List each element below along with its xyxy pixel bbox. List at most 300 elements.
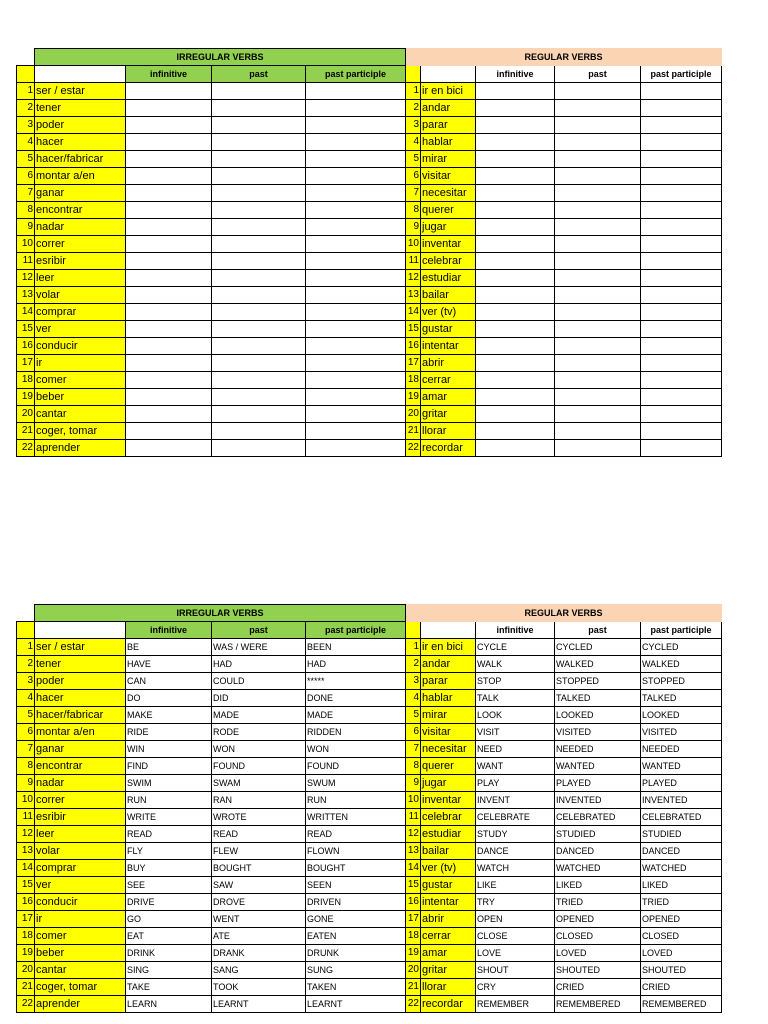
irregular-row-number: 5 (17, 707, 35, 724)
table-row (17, 894, 722, 911)
table-row (17, 996, 722, 1013)
regular-past: VISITED (555, 724, 641, 741)
irregular-spanish-verb: leer (35, 270, 126, 287)
regular-infinitive (476, 338, 555, 355)
irregular-past-participle: DRUNK (306, 945, 406, 962)
regular-past (555, 389, 641, 406)
regular-spanish-verb: parar (421, 117, 476, 134)
table-row (17, 185, 722, 202)
regular-row-number: 3 (406, 673, 421, 690)
regular-infinitive (476, 372, 555, 389)
irregular-past (212, 321, 306, 338)
regular-past-participle: CYCLED (641, 639, 722, 656)
header-spanish-blank (35, 66, 126, 83)
irregular-spanish-verb: encontrar (35, 758, 126, 775)
regular-past: LOOKED (555, 707, 641, 724)
regular-past-participle (641, 423, 722, 440)
regular-past (555, 423, 641, 440)
regular-infinitive (476, 270, 555, 287)
regular-row-number: 22 (406, 440, 421, 457)
irregular-infinitive (126, 372, 212, 389)
regular-infinitive (476, 406, 555, 423)
regular-past (555, 100, 641, 117)
regular-infinitive: CRY (476, 979, 555, 996)
regular-row-number: 20 (406, 962, 421, 979)
irregular-past (212, 168, 306, 185)
blank-verb-table (16, 48, 722, 457)
regular-row-number: 22 (406, 996, 421, 1013)
irregular-spanish-verb: hacer/fabricar (35, 707, 126, 724)
irregular-past (212, 236, 306, 253)
irregular-row-number: 12 (17, 270, 35, 287)
irregular-spanish-verb: ser / estar (35, 639, 126, 656)
irregular-spanish-verb: hacer/fabricar (35, 151, 126, 168)
irregular-past-participle (306, 440, 406, 457)
regular-past-participle: SHOUTED (641, 962, 722, 979)
regular-past: LIKED (555, 877, 641, 894)
irregular-infinitive (126, 134, 212, 151)
regular-past (555, 338, 641, 355)
irregular-row-number: 18 (17, 928, 35, 945)
irregular-infinitive (126, 355, 212, 372)
irregular-row-number: 16 (17, 338, 35, 355)
irregular-past-participle (306, 389, 406, 406)
regular-infinitive (476, 117, 555, 134)
irregular-row-number: 4 (17, 134, 35, 151)
regular-past (555, 83, 641, 100)
irregular-past (212, 134, 306, 151)
irregular-past (212, 202, 306, 219)
regular-row-number: 9 (406, 775, 421, 792)
irregular-row-number: 20 (17, 406, 35, 423)
regular-row-number: 15 (406, 321, 421, 338)
regular-past-participle (641, 100, 722, 117)
irregular-past-participle (306, 406, 406, 423)
irregular-past-participle (306, 304, 406, 321)
irregular-infinitive: WRITE (126, 809, 212, 826)
regular-row-number: 19 (406, 945, 421, 962)
irregular-row-number: 20 (17, 962, 35, 979)
irregular-row-number: 13 (17, 287, 35, 304)
regular-spanish-verb: ir en bici (421, 639, 476, 656)
corner-blank (17, 49, 35, 66)
regular-row-number: 4 (406, 134, 421, 151)
regular-infinitive: TALK (476, 690, 555, 707)
irregular-past-participle: RUN (306, 792, 406, 809)
irregular-infinitive (126, 236, 212, 253)
irregular-infinitive (126, 219, 212, 236)
irregular-infinitive: SING (126, 962, 212, 979)
table-row (17, 168, 722, 185)
irregular-spanish-verb: comer (35, 372, 126, 389)
regular-infinitive: CELEBRATE (476, 809, 555, 826)
regular-row-number: 8 (406, 202, 421, 219)
regular-header-infinitive: infinitive (476, 622, 555, 639)
irregular-past: SWAM (212, 775, 306, 792)
table-row (17, 775, 722, 792)
irregular-spanish-verb: cantar (35, 406, 126, 423)
irregular-past: SAW (212, 877, 306, 894)
irregular-row-number: 12 (17, 826, 35, 843)
irregular-spanish-verb: beber (35, 389, 126, 406)
irregular-row-number: 6 (17, 724, 35, 741)
irregular-infinitive: LEARN (126, 996, 212, 1013)
irregular-spanish-verb: volar (35, 287, 126, 304)
irregular-spanish-verb: poder (35, 117, 126, 134)
table-row (17, 928, 722, 945)
irregular-past: WAS / WERE (212, 639, 306, 656)
irregular-infinitive: CAN (126, 673, 212, 690)
regular-past (555, 219, 641, 236)
table-row (17, 406, 722, 423)
irregular-spanish-verb: conducir (35, 338, 126, 355)
regular-past-participle: STUDIED (641, 826, 722, 843)
regular-infinitive: VISIT (476, 724, 555, 741)
regular-past (555, 304, 641, 321)
irregular-past-participle (306, 168, 406, 185)
regular-spanish-verb: necesitar (421, 185, 476, 202)
irregular-past-participle: EATEN (306, 928, 406, 945)
regular-spanish-verb: intentar (421, 894, 476, 911)
irregular-infinitive: BE (126, 639, 212, 656)
regular-past: WALKED (555, 656, 641, 673)
table-row (17, 911, 722, 928)
regular-infinitive: WANT (476, 758, 555, 775)
irregular-spanish-verb: comprar (35, 304, 126, 321)
regular-past-participle (641, 134, 722, 151)
regular-infinitive: OPEN (476, 911, 555, 928)
irregular-row-number: 1 (17, 83, 35, 100)
table-row (17, 440, 722, 457)
irregular-row-number: 8 (17, 758, 35, 775)
irregular-spanish-verb: comer (35, 928, 126, 945)
irregular-past-participle (306, 423, 406, 440)
irregular-past-participle: READ (306, 826, 406, 843)
regular-row-number: 12 (406, 826, 421, 843)
regular-row-number: 11 (406, 253, 421, 270)
irregular-past: FOUND (212, 758, 306, 775)
table-row (17, 423, 722, 440)
regular-past: CELEBRATED (555, 809, 641, 826)
irregular-spanish-verb: beber (35, 945, 126, 962)
regular-past-participle (641, 253, 722, 270)
irregular-row-number: 5 (17, 151, 35, 168)
regular-row-number: 19 (406, 389, 421, 406)
regular-past (555, 253, 641, 270)
irregular-row-number: 17 (17, 911, 35, 928)
regular-spanish-verb: visitar (421, 168, 476, 185)
regular-past (555, 117, 641, 134)
irregular-infinitive: SEE (126, 877, 212, 894)
regular-row-number: 2 (406, 656, 421, 673)
table-row (17, 355, 722, 372)
irregular-past (212, 423, 306, 440)
irregular-header-past: past (212, 66, 306, 83)
irregular-row-number: 22 (17, 440, 35, 457)
irregular-infinitive: FLY (126, 843, 212, 860)
regular-row-number: 1 (406, 83, 421, 100)
regular-past-participle (641, 219, 722, 236)
regular-past-participle: LOOKED (641, 707, 722, 724)
regular-spanish-verb: llorar (421, 979, 476, 996)
irregular-spanish-verb: aprender (35, 996, 126, 1013)
irregular-infinitive: READ (126, 826, 212, 843)
table-row (17, 83, 722, 100)
irregular-past (212, 83, 306, 100)
regular-verbs-title: REGULAR VERBS (406, 605, 722, 622)
regular-past (555, 372, 641, 389)
regular-past: WANTED (555, 758, 641, 775)
regular-infinitive: WATCH (476, 860, 555, 877)
regular-spanish-verb: hablar (421, 690, 476, 707)
regular-infinitive: WALK (476, 656, 555, 673)
irregular-infinitive (126, 100, 212, 117)
irregular-past: WROTE (212, 809, 306, 826)
regular-row-number: 10 (406, 792, 421, 809)
irregular-row-number: 9 (17, 219, 35, 236)
regular-row-number: 6 (406, 724, 421, 741)
irregular-infinitive: EAT (126, 928, 212, 945)
irregular-past: BOUGHT (212, 860, 306, 877)
regular-past-participle (641, 287, 722, 304)
regular-past: INVENTED (555, 792, 641, 809)
irregular-infinitive (126, 338, 212, 355)
regular-past (555, 185, 641, 202)
irregular-header-infinitive: infinitive (126, 66, 212, 83)
irregular-past: TOOK (212, 979, 306, 996)
regular-spanish-verb: estudiar (421, 270, 476, 287)
regular-past-participle: TRIED (641, 894, 722, 911)
regular-infinitive: LOOK (476, 707, 555, 724)
table-row (17, 270, 722, 287)
regular-past (555, 236, 641, 253)
irregular-spanish-verb: correr (35, 236, 126, 253)
irregular-past (212, 440, 306, 457)
irregular-infinitive: TAKE (126, 979, 212, 996)
regular-infinitive (476, 389, 555, 406)
regular-row-number: 12 (406, 270, 421, 287)
regular-past: CRIED (555, 979, 641, 996)
regular-infinitive (476, 151, 555, 168)
irregular-past-participle: TAKEN (306, 979, 406, 996)
regular-past-participle (641, 406, 722, 423)
irregular-spanish-verb: ver (35, 877, 126, 894)
irregular-infinitive: DRIVE (126, 894, 212, 911)
irregular-spanish-verb: esribir (35, 809, 126, 826)
irregular-past (212, 270, 306, 287)
irregular-row-number: 3 (17, 117, 35, 134)
irregular-past-participle: FLOWN (306, 843, 406, 860)
irregular-past-participle (306, 83, 406, 100)
regular-past-participle (641, 372, 722, 389)
table-row (17, 321, 722, 338)
regular-past (555, 321, 641, 338)
regular-infinitive (476, 423, 555, 440)
table-row (17, 758, 722, 775)
irregular-row-number: 7 (17, 185, 35, 202)
table-row (17, 877, 722, 894)
irregular-spanish-verb: montar a/en (35, 724, 126, 741)
irregular-infinitive (126, 270, 212, 287)
regular-row-number: 16 (406, 894, 421, 911)
regular-spanish-verb: bailar (421, 287, 476, 304)
table-row (17, 656, 722, 673)
regular-past-participle (641, 236, 722, 253)
regular-past-participle: WANTED (641, 758, 722, 775)
irregular-past-participle: ***** (306, 673, 406, 690)
regular-row-number: 4 (406, 690, 421, 707)
irregular-past-participle: MADE (306, 707, 406, 724)
irregular-past-participle (306, 100, 406, 117)
irregular-row-number: 17 (17, 355, 35, 372)
irregular-past-participle: LEARNT (306, 996, 406, 1013)
irregular-spanish-verb: leer (35, 826, 126, 843)
irregular-infinitive (126, 389, 212, 406)
irregular-infinitive (126, 287, 212, 304)
regular-spanish-verb: inventar (421, 236, 476, 253)
table-row (17, 338, 722, 355)
regular-row-number: 20 (406, 406, 421, 423)
regular-spanish-verb: recordar (421, 996, 476, 1013)
regular-infinitive (476, 304, 555, 321)
regular-past: NEEDED (555, 741, 641, 758)
regular-past-participle (641, 83, 722, 100)
regular-row-number: 9 (406, 219, 421, 236)
irregular-spanish-verb: poder (35, 673, 126, 690)
irregular-past-participle: SEEN (306, 877, 406, 894)
table-row (17, 117, 722, 134)
irregular-row-number: 3 (17, 673, 35, 690)
regular-infinitive (476, 321, 555, 338)
irregular-row-number: 21 (17, 423, 35, 440)
irregular-infinitive: BUY (126, 860, 212, 877)
irregular-past: RODE (212, 724, 306, 741)
regular-infinitive: INVENT (476, 792, 555, 809)
regular-row-number: 10 (406, 236, 421, 253)
irregular-infinitive: WIN (126, 741, 212, 758)
irregular-row-number: 8 (17, 202, 35, 219)
table-row (17, 134, 722, 151)
regular-past-participle (641, 185, 722, 202)
regular-past (555, 134, 641, 151)
regular-past (555, 168, 641, 185)
table-row (17, 809, 722, 826)
regular-past-participle (641, 389, 722, 406)
table-row (17, 202, 722, 219)
regular-past: REMEMBERED (555, 996, 641, 1013)
irregular-past-participle (306, 202, 406, 219)
regular-past-participle: DANCED (641, 843, 722, 860)
regular-spanish-verb: recordar (421, 440, 476, 457)
irregular-infinitive: FIND (126, 758, 212, 775)
regular-infinitive (476, 185, 555, 202)
irregular-past-participle: BEEN (306, 639, 406, 656)
irregular-row-number: 7 (17, 741, 35, 758)
irregular-row-number: 10 (17, 236, 35, 253)
regular-spanish-verb: gustar (421, 321, 476, 338)
irregular-verbs-title: IRREGULAR VERBS (35, 605, 406, 622)
regular-row-number: 7 (406, 185, 421, 202)
irregular-row-number: 14 (17, 304, 35, 321)
irregular-spanish-verb: conducir (35, 894, 126, 911)
regular-header-past: past (555, 66, 641, 83)
irregular-spanish-verb: correr (35, 792, 126, 809)
irregular-infinitive (126, 83, 212, 100)
irregular-past (212, 219, 306, 236)
regular-infinitive (476, 168, 555, 185)
regular-infinitive: STUDY (476, 826, 555, 843)
irregular-past: HAD (212, 656, 306, 673)
header-spanish-blank (421, 622, 476, 639)
regular-past-participle (641, 270, 722, 287)
table-row (17, 843, 722, 860)
regular-infinitive (476, 355, 555, 372)
regular-spanish-verb: cerrar (421, 928, 476, 945)
header-spanish-blank (421, 66, 476, 83)
irregular-spanish-verb: ser / estar (35, 83, 126, 100)
regular-row-number: 21 (406, 979, 421, 996)
regular-spanish-verb: andar (421, 100, 476, 117)
irregular-past-participle (306, 151, 406, 168)
irregular-past-participle: FOUND (306, 758, 406, 775)
regular-past-participle (641, 168, 722, 185)
regular-infinitive: LIKE (476, 877, 555, 894)
irregular-past-participle: WRITTEN (306, 809, 406, 826)
regular-past-participle: NEEDED (641, 741, 722, 758)
regular-row-number: 14 (406, 304, 421, 321)
irregular-infinitive: GO (126, 911, 212, 928)
regular-infinitive: DANCE (476, 843, 555, 860)
irregular-past: DRANK (212, 945, 306, 962)
irregular-past (212, 253, 306, 270)
regular-infinitive: PLAY (476, 775, 555, 792)
regular-spanish-verb: ir en bici (421, 83, 476, 100)
regular-past: TRIED (555, 894, 641, 911)
irregular-past-participle (306, 338, 406, 355)
irregular-past: WON (212, 741, 306, 758)
regular-row-number: 13 (406, 843, 421, 860)
regular-row-number: 18 (406, 928, 421, 945)
irregular-past-participle (306, 219, 406, 236)
irregular-infinitive (126, 185, 212, 202)
regular-row-number: 14 (406, 860, 421, 877)
regular-spanish-verb: ver (tv) (421, 304, 476, 321)
regular-infinitive: SHOUT (476, 962, 555, 979)
header-num-blank (17, 622, 35, 639)
regular-row-number: 15 (406, 877, 421, 894)
irregular-spanish-verb: hacer (35, 134, 126, 151)
irregular-past: ATE (212, 928, 306, 945)
table-row (17, 100, 722, 117)
regular-infinitive (476, 440, 555, 457)
regular-past (555, 202, 641, 219)
table-row (17, 741, 722, 758)
regular-infinitive (476, 100, 555, 117)
regular-row-number: 11 (406, 809, 421, 826)
table-row (17, 304, 722, 321)
irregular-past-participle (306, 185, 406, 202)
irregular-past (212, 100, 306, 117)
regular-infinitive (476, 236, 555, 253)
irregular-spanish-verb: nadar (35, 775, 126, 792)
irregular-past: FLEW (212, 843, 306, 860)
irregular-past (212, 372, 306, 389)
regular-spanish-verb: gritar (421, 962, 476, 979)
irregular-past: DROVE (212, 894, 306, 911)
regular-spanish-verb: abrir (421, 355, 476, 372)
table-row (17, 287, 722, 304)
irregular-infinitive: MAKE (126, 707, 212, 724)
